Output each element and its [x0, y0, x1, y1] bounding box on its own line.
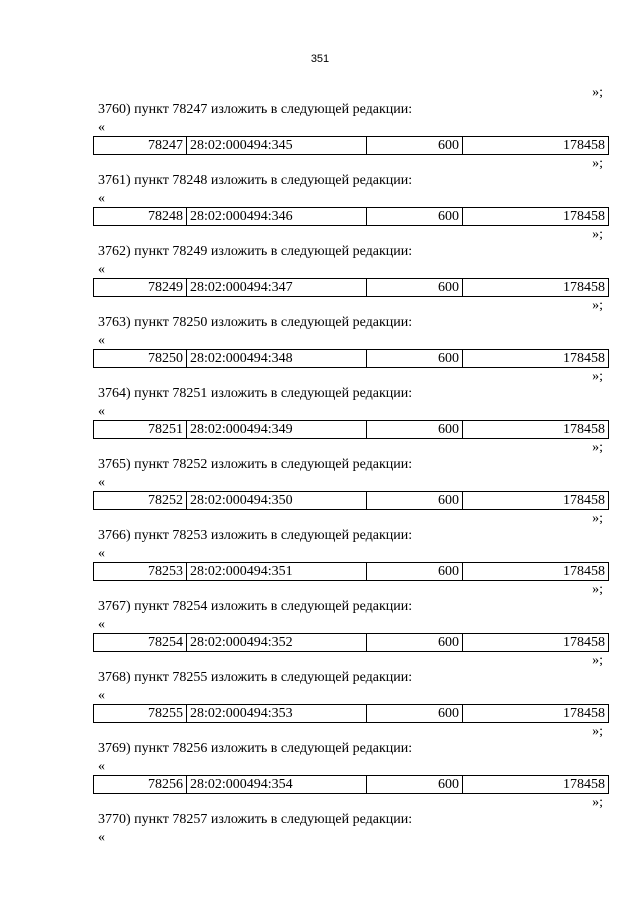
- clause-text: 3762) пункт 78249 изложить в следующей редакции:: [98, 244, 413, 259]
- table-row: [93, 633, 609, 652]
- cadastral-number-cell: 28:02:000494:352: [187, 634, 367, 652]
- row-number-cell: 78247: [94, 137, 187, 155]
- closing-quote: »;: [592, 85, 603, 100]
- opening-quote: «: [98, 759, 105, 774]
- opening-quote: «: [98, 617, 105, 632]
- row-number-cell: 78252: [94, 492, 187, 510]
- table-row: [93, 491, 609, 510]
- row-number-cell: 78254: [94, 634, 187, 652]
- row-number-cell: 78251: [94, 421, 187, 439]
- row-number-cell: 78248: [94, 208, 187, 226]
- cadastral-number-cell: 28:02:000494:345: [187, 137, 367, 155]
- clause-text: 3768) пункт 78255 изложить в следующей редакции:: [98, 670, 413, 685]
- table-row: [93, 775, 609, 794]
- table-row: [93, 136, 609, 155]
- cadastral-number-cell: 28:02:000494:349: [187, 421, 367, 439]
- area-cell: 600: [367, 492, 463, 510]
- table-row: [93, 278, 609, 297]
- table-row: [93, 562, 609, 581]
- value-cell: 178458: [463, 776, 609, 794]
- clause-text: 3770) пункт 78257 изложить в следующей редакции:: [98, 812, 413, 827]
- cadastral-number-cell: 28:02:000494:350: [187, 492, 367, 510]
- value-cell: 178458: [463, 137, 609, 155]
- closing-quote: »;: [592, 227, 603, 242]
- table-row: [93, 349, 609, 368]
- clause-text: 3766) пункт 78253 изложить в следующей редакции:: [98, 528, 413, 543]
- closing-quote: »;: [592, 795, 603, 810]
- closing-quote: »;: [592, 440, 603, 455]
- area-cell: 600: [367, 634, 463, 652]
- cadastral-number-cell: 28:02:000494:348: [187, 350, 367, 368]
- document-body: [93, 84, 609, 846]
- clause-text: 3764) пункт 78251 изложить в следующей редакции:: [98, 386, 413, 401]
- cadastral-number-cell: 28:02:000494:351: [187, 563, 367, 581]
- clause-text: 3767) пункт 78254 изложить в следующей редакции:: [98, 599, 413, 614]
- area-cell: 600: [367, 421, 463, 439]
- opening-quote: «: [98, 262, 105, 277]
- page-number: 351: [310, 53, 330, 65]
- row-number-cell: 78250: [94, 350, 187, 368]
- area-cell: 600: [367, 137, 463, 155]
- value-cell: 178458: [463, 705, 609, 723]
- value-cell: 178458: [463, 279, 609, 297]
- table-row: [93, 420, 609, 439]
- opening-quote: «: [98, 191, 105, 206]
- closing-quote: »;: [592, 511, 603, 526]
- cadastral-number-cell: 28:02:000494:354: [187, 776, 367, 794]
- area-cell: 600: [367, 350, 463, 368]
- value-cell: 178458: [463, 208, 609, 226]
- row-number-cell: 78256: [94, 776, 187, 794]
- value-cell: 178458: [463, 492, 609, 510]
- value-cell: 178458: [463, 634, 609, 652]
- opening-quote: «: [98, 333, 105, 348]
- table-row: [93, 207, 609, 226]
- clause-text: 3769) пункт 78256 изложить в следующей редакции:: [98, 741, 413, 756]
- clause-text: 3763) пункт 78250 изложить в следующей редакции:: [98, 315, 413, 330]
- closing-quote: »;: [592, 156, 603, 171]
- closing-quote: »;: [592, 369, 603, 384]
- opening-quote: «: [98, 830, 105, 845]
- area-cell: 600: [367, 563, 463, 581]
- opening-quote: «: [98, 120, 105, 135]
- value-cell: 178458: [463, 563, 609, 581]
- closing-quote: »;: [592, 298, 603, 313]
- row-number-cell: 78255: [94, 705, 187, 723]
- value-cell: 178458: [463, 350, 609, 368]
- clause-text: 3760) пункт 78247 изложить в следующей редакции:: [98, 102, 413, 117]
- area-cell: 600: [367, 705, 463, 723]
- row-number-cell: 78253: [94, 563, 187, 581]
- cadastral-number-cell: 28:02:000494:347: [187, 279, 367, 297]
- closing-quote: »;: [592, 653, 603, 668]
- opening-quote: «: [98, 404, 105, 419]
- opening-quote: «: [98, 475, 105, 490]
- cadastral-number-cell: 28:02:000494:353: [187, 705, 367, 723]
- opening-quote: «: [98, 546, 105, 561]
- area-cell: 600: [367, 208, 463, 226]
- table-row: [93, 704, 609, 723]
- closing-quote: »;: [592, 724, 603, 739]
- value-cell: 178458: [463, 421, 609, 439]
- clause-text: 3765) пункт 78252 изложить в следующей редакции:: [98, 457, 413, 472]
- opening-quote: «: [98, 688, 105, 703]
- area-cell: 600: [367, 776, 463, 794]
- row-number-cell: 78249: [94, 279, 187, 297]
- clause-text: 3761) пункт 78248 изложить в следующей редакции:: [98, 173, 413, 188]
- cadastral-number-cell: 28:02:000494:346: [187, 208, 367, 226]
- area-cell: 600: [367, 279, 463, 297]
- closing-quote: »;: [592, 582, 603, 597]
